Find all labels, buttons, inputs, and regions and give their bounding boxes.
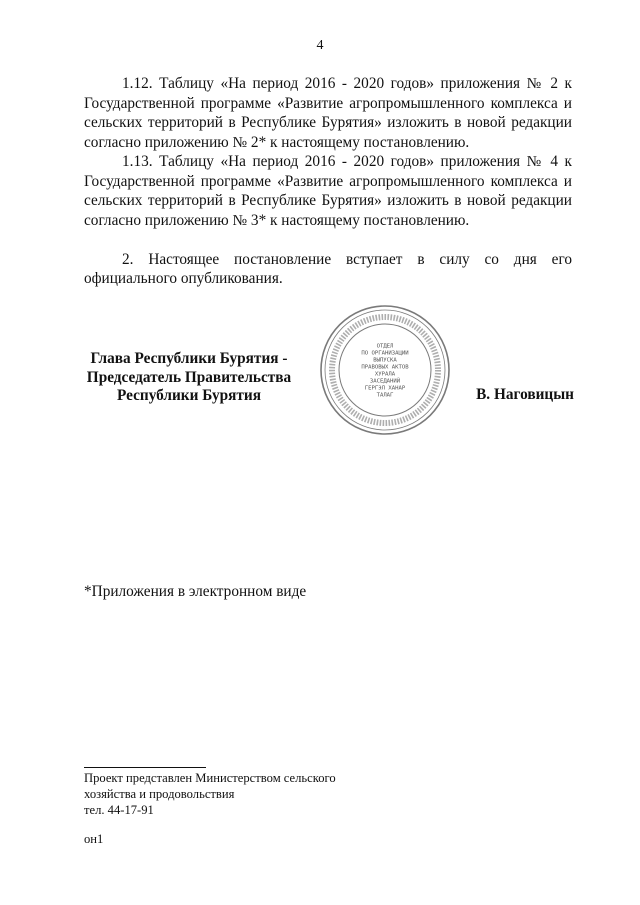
seal-text-line: ОТДЕЛ: [376, 343, 394, 350]
footer-line: хозяйства и продовольствия: [84, 787, 235, 801]
paragraph-1-13: 1.13. Таблицу «На период 2016 - 2020 годов» приложения № 4 к Государственной программе «Развитие агропромышленного комплекса и сельских территорий в Республике Бурятия» изложить в новой редакции согласно приложению № 3* к настоящему постановлению.: [84, 153, 572, 229]
seal-text-line: ГЕРГЭЛ ХАНАР: [364, 385, 406, 392]
document-code: он1: [84, 832, 104, 846]
footer-phone: тел. 44-17-91: [84, 803, 154, 817]
appendix-note: *Приложения в электронном виде: [84, 583, 307, 600]
signature-title: [84, 350, 294, 406]
official-seal: [318, 303, 452, 437]
seal-text-line: ХУРАЛА: [374, 371, 396, 378]
seal-text-line: ЗАСЕДАНИЙ: [369, 378, 401, 385]
seal-text-line: ВЫПУСКА: [373, 357, 397, 364]
signature-title-line: Глава Республики Бурятия -: [90, 350, 288, 367]
seal-text-line: ПО ОРГАНИЗАЦИИ: [361, 350, 409, 357]
seal-text-line: ТАЛАГ: [376, 392, 394, 399]
signatory-name: В. Наговицын: [476, 386, 574, 403]
paragraph-2: 2. Настоящее постановление вступает в силу со дня его официального опубликования.: [84, 250, 572, 287]
body-text: [84, 74, 572, 289]
signature-title-line: Республики Бурятия: [116, 387, 262, 404]
footer-info: [84, 770, 404, 818]
footer-line: Проект представлен Министерством сельского: [84, 771, 336, 785]
paragraph-1-12: 1.12. Таблицу «На период 2016 - 2020 годов» приложения № 2 к Государственной программе «Развитие агропромышленного комплекса и сельских территорий в Республике Бурятия» изложить в новой редакции согласно приложению № 2* к настоящему постановлению.: [84, 75, 572, 151]
signature-title-line: Председатель Правительства: [86, 368, 292, 386]
footer-divider: [84, 767, 206, 768]
page-number: 4: [316, 38, 324, 53]
seal-text-line: ПРАВОВЫХ АКТОВ: [361, 364, 409, 371]
